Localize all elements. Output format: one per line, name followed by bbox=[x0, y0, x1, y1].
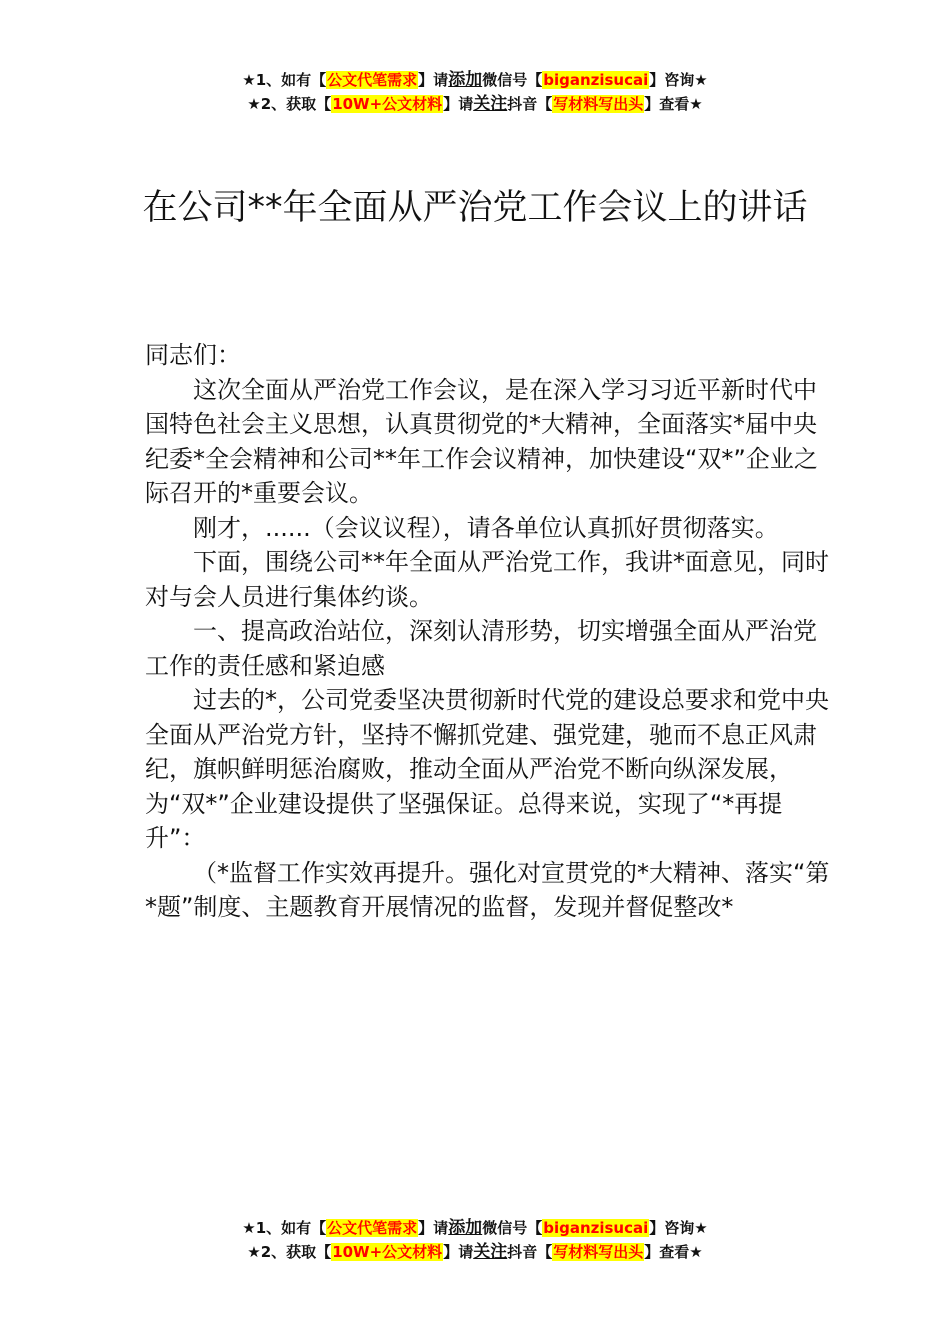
paragraph: 过去的*，公司党委坚决贯彻新时代党的建设总要求和党中央全面从严治党方针，坚持不懈抓党建、强党建，驰而不息正风肃纪，旗帜鲜明惩治腐败，推动全面从严治党不断向纵深发展，为“双*”企业建设提供了坚强保证。总得来说，实现了“*再提升”： bbox=[145, 686, 829, 852]
banner-highlight: 公文代笔需求 bbox=[327, 1219, 418, 1237]
document-title: 在公司**年全面从严治党工作会议上的讲话 bbox=[142, 188, 808, 228]
section-heading: 一、提高政治站位，深刻认清形势，切实增强全面从严治党工作的责任感和紧迫感 bbox=[145, 617, 817, 680]
banner-wechat-id: biganzisucai bbox=[543, 1219, 649, 1237]
banner-highlight: 10W+公文材料 bbox=[332, 95, 443, 113]
paragraph: 下面，围绕公司**年全面从严治党工作，我讲*面意见，同时对与会人员进行集体约谈。 bbox=[145, 548, 829, 611]
banner-line-1: ★1、如有【公文代笔需求】请添加微信号【biganzisucai】咨询★ bbox=[242, 70, 708, 90]
paragraph: 这次全面从严治党工作会议，是在深入学习习近平新时代中国特色社会主义思想，认真贯彻党的*大精神，全面落实*届中央纪委*全会精神和公司**年工作会议精神，加快建设“双*”企业之际召开的*重要会议。 bbox=[145, 375, 818, 507]
banner-line-2: ★2、获取【10W+公文材料】请关注抖音【写材料写出头】查看★ bbox=[247, 94, 703, 114]
banner-highlight: 10W+公文材料 bbox=[332, 1243, 443, 1261]
header-banner bbox=[0, 68, 950, 116]
banner-wechat-id: biganzisucai bbox=[543, 71, 649, 89]
document-body bbox=[145, 338, 835, 925]
banner-line-2: ★2、获取【10W+公文材料】请关注抖音【写材料写出头】查看★ bbox=[247, 1242, 703, 1262]
banner-douyin-account: 写材料写出头 bbox=[553, 95, 644, 113]
banner-line-1: ★1、如有【公文代笔需求】请添加微信号【biganzisucai】咨询★ bbox=[242, 1218, 708, 1238]
banner-highlight: 公文代笔需求 bbox=[327, 71, 418, 89]
salutation: 同志们： bbox=[145, 341, 241, 369]
paragraph: 刚才，......（会议议程），请各单位认真抓好贯彻落实。 bbox=[193, 513, 779, 542]
paragraph: （*监督工作实效再提升。强化对宣贯党的*大精神、落实“第*题”制度、主题教育开展情况的监督，发现并督促整改* bbox=[145, 858, 830, 921]
banner-douyin-account: 写材料写出头 bbox=[553, 1243, 644, 1261]
footer-banner bbox=[0, 1216, 950, 1264]
